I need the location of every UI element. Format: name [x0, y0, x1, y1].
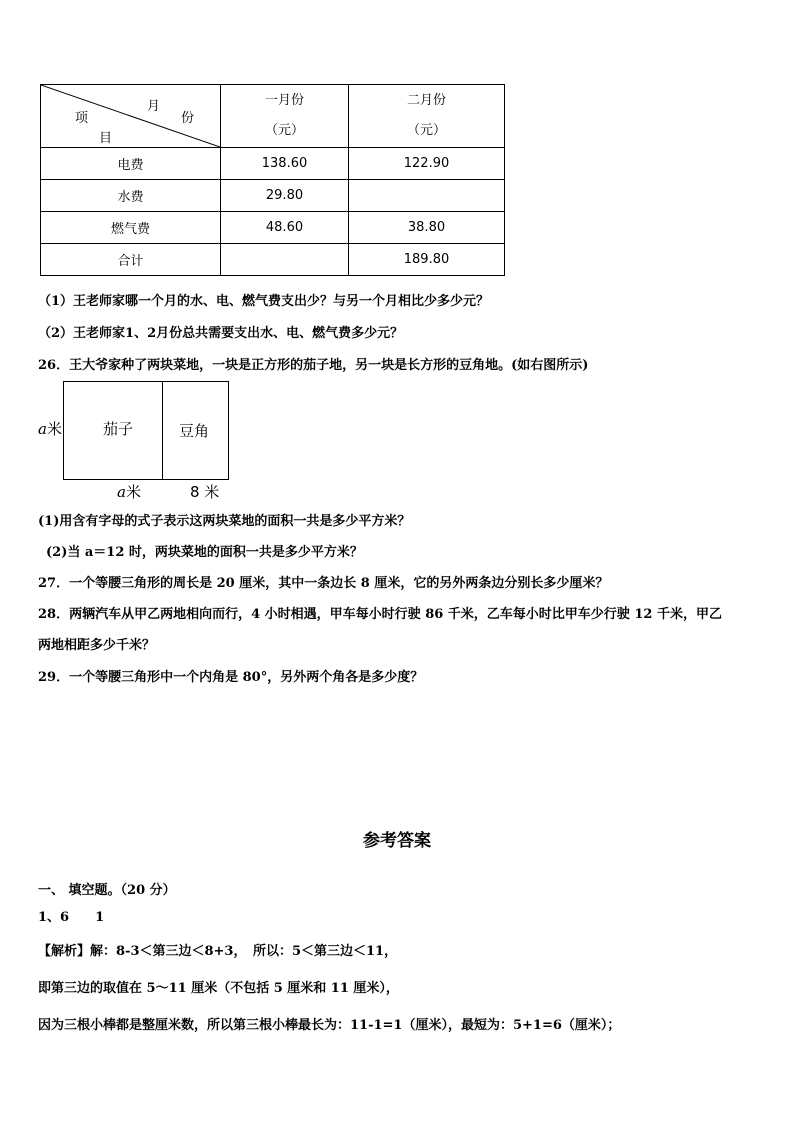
header-feb: 二月份 （元） — [349, 85, 505, 148]
cell-feb — [349, 180, 505, 212]
table-row — [41, 180, 505, 212]
fee-table — [40, 84, 505, 276]
cell-feb: 189.80 — [349, 244, 505, 276]
cell-jan: 29.80 — [221, 180, 349, 212]
eggplant-label: 茄子 — [103, 420, 134, 438]
question-26: 26．王大爷家种了两块菜地，一块是正方形的茄子地，另一块是长方形的豆角地。(如右图所示) — [38, 358, 589, 373]
row-label: 电费 — [41, 148, 221, 180]
corner-month-char1: 月 — [147, 99, 161, 114]
table-row — [41, 244, 505, 276]
answer-1: 1、6 1 — [38, 910, 105, 925]
question-29: 29．一个等腰三角形中一个内角是 80°，另外两个角各是多少度？ — [38, 670, 424, 685]
figure-bottom-label-2: 8 米 — [190, 483, 220, 501]
figure-left-label: a米 — [38, 420, 62, 438]
analysis-line-1: 【解析】解：8-3＜第三边＜8+3， 所以：5＜第三边＜11， — [38, 944, 398, 959]
corner-month-char2: 份 — [181, 111, 195, 126]
table-row — [41, 148, 505, 180]
corner-item-char2: 目 — [99, 131, 113, 146]
question-28-line1: 28．两辆汽车从甲乙两地相向而行，4 小时相遇，甲车每小时行驶 86 千米，乙车每小时比甲车少行驶 12 千米，甲乙 — [38, 607, 722, 622]
table-row — [41, 212, 505, 244]
cell-jan: 48.60 — [221, 212, 349, 244]
cell-jan: 138.60 — [221, 148, 349, 180]
eggplant-plot — [63, 381, 163, 480]
question-26-1: (1)用含有字母的式子表示这两块菜地的面积一共是多少平方米？ — [38, 514, 411, 529]
question-28-line2: 两地相距多少千米？ — [38, 638, 156, 653]
bean-plot — [162, 381, 229, 480]
bean-label: 豆角 — [179, 422, 210, 440]
table-corner-cell — [41, 85, 221, 148]
question-25-1: （1）王老师家哪一个月的水、电、燃气费支出少？与另一个月相比少多少元？ — [38, 294, 490, 309]
question-26-2: (2)当 a＝12 时，两块菜地的面积一共是多少平方米？ — [46, 545, 363, 560]
corner-item-char1: 项 — [75, 111, 89, 126]
cell-feb: 122.90 — [349, 148, 505, 180]
question-25-2: （2）王老师家1、2月份总共需要支出水、电、燃气费多少元？ — [38, 326, 404, 341]
header-jan: 一月份 （元） — [221, 85, 349, 148]
row-label: 燃气费 — [41, 212, 221, 244]
row-label: 水费 — [41, 180, 221, 212]
row-label: 合计 — [41, 244, 221, 276]
figure-bottom-label-1: a米 — [117, 483, 141, 501]
question-27: 27．一个等腰三角形的周长是 20 厘米，其中一条边长 8 厘米，它的另外两条边分别长多少厘米？ — [38, 576, 609, 591]
cell-jan — [221, 244, 349, 276]
cell-feb: 38.80 — [349, 212, 505, 244]
analysis-line-2: 即第三边的取值在 5～11 厘米（不包括 5 厘米和 11 厘米）， — [38, 981, 399, 996]
answers-title: 参考答案 — [363, 831, 431, 851]
answers-section: 一、 填空题。（20 分） — [38, 883, 176, 898]
analysis-line-3: 因为三根小棒都是整厘米数，所以第三根小棒最长为：11-1=1（厘米），最短为：5+1=6（厘米）； — [38, 1018, 621, 1033]
